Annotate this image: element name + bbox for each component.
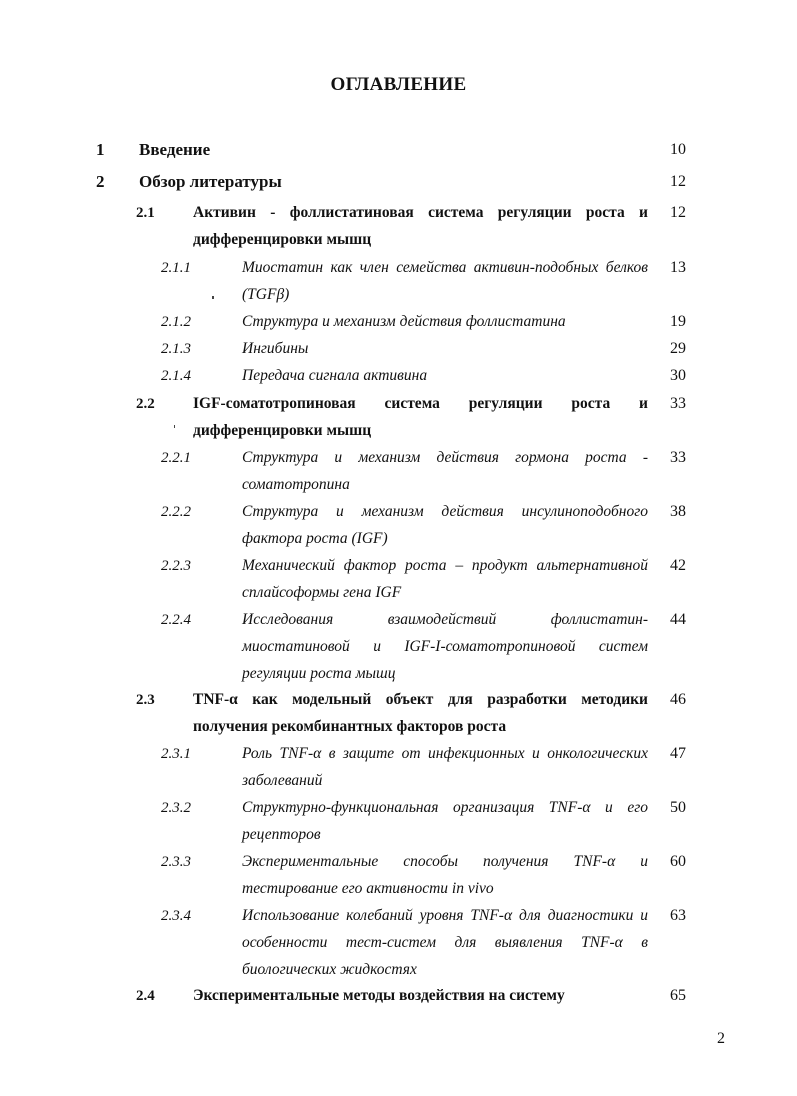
toc-entry-page: 63	[670, 907, 686, 924]
toc-entry-number: 2.1.2	[161, 314, 191, 330]
toc-entry-page: 42	[670, 557, 686, 574]
toc-entry-title-line: дифференцировки мышц	[193, 231, 372, 248]
toc-entry-title	[242, 258, 648, 312]
toc-entry-title-line: соматотропина	[242, 476, 350, 493]
toc-entry-title-line: особенности тест-систем для выявления TNF-α в	[242, 934, 648, 951]
toc-entry-title-line: IGF-соматотропиновая система регуляции роста и	[193, 395, 648, 412]
toc-entry-number: 2.3.2	[161, 800, 191, 816]
toc-entry-title	[242, 556, 648, 610]
toc-entry-page: 38	[670, 503, 686, 520]
toc-entry-title-line: Роль TNF-α в защите от инфекционных и онкологических	[242, 745, 648, 762]
toc-entry-title	[139, 172, 282, 199]
toc-entry-title	[242, 852, 648, 906]
toc-entry-title	[242, 448, 648, 502]
toc-entry-title-line: тестирование его активности in vivo	[242, 880, 494, 897]
toc-entry-title	[242, 312, 648, 339]
toc-entry-page: 47	[670, 745, 686, 762]
toc-entry-title-line: Структура и механизм действия инсулиноподобного	[242, 503, 648, 520]
toc-entry-title	[193, 690, 648, 744]
toc-entry-number: 2.3.3	[161, 854, 191, 870]
toc-entry-page: 33	[670, 395, 686, 412]
toc-entry-title-line: Миостатин как член семейства активин-подобных белков	[242, 259, 648, 276]
toc-entry-title	[242, 906, 648, 987]
toc-entry-page: 46	[670, 691, 686, 708]
toc-entry-number: 2.4	[136, 988, 155, 1004]
toc-entry-title-line: Структурно-функциональная организация TNF-α и его	[242, 799, 648, 816]
toc-entry-title-line: TNF-α как модельный объект для разработки методики	[193, 691, 648, 708]
toc-entry-title	[242, 366, 648, 393]
toc-entry-page: 50	[670, 799, 686, 816]
toc-entry-title	[242, 339, 648, 366]
toc-entry-title-line: Активин - фоллистатиновая система регуляции роста и	[193, 204, 648, 221]
toc-entry-title-line: Экспериментальные методы воздействия на систему	[193, 987, 565, 1004]
toc-entry-title-line: получения рекомбинантных факторов роста	[193, 718, 507, 735]
toc-entry-title-line: (TGFβ)	[242, 286, 290, 303]
toc-entry-title	[193, 986, 648, 1013]
toc-entry-number: 2.2	[136, 396, 155, 412]
page-number: 2	[717, 1030, 725, 1047]
toc-entry-title	[242, 502, 648, 556]
toc-entry-title-line: Обзор литературы	[139, 172, 282, 191]
toc-entry-title-line: регуляции роста мышц	[242, 665, 396, 682]
scan-speck	[174, 425, 175, 428]
toc-entry-title-line: фактора роста (IGF)	[242, 530, 388, 547]
toc-entry-number: 2.2.3	[161, 558, 191, 574]
toc-entry-title	[193, 394, 648, 448]
toc-entry-page: 30	[670, 367, 686, 384]
toc-entry-title-line: Ингибины	[242, 340, 309, 357]
toc-entry-page: 60	[670, 853, 686, 870]
toc-entry-page: 19	[670, 313, 686, 330]
toc-entry-title-line: Исследования взаимодействий фоллистатин-	[242, 611, 648, 628]
toc-entry-title	[242, 798, 648, 852]
scan-speck	[212, 296, 214, 299]
toc-entry-title-line: миостатиновой и IGF-I-соматотропиновой систем	[242, 638, 648, 655]
toc-entry-page: 65	[670, 987, 686, 1004]
toc-entry-page: 29	[670, 340, 686, 357]
toc-entry-title-line: Использование колебаний уровня TNF-α для диагностики и	[242, 907, 648, 924]
toc-entry-page: 12	[670, 204, 686, 221]
toc-entry-title-line: Экспериментальные способы получения TNF-α и	[242, 853, 648, 870]
toc-entry-title-line: биологических жидкостях	[242, 961, 417, 978]
toc-entry-title	[193, 203, 648, 257]
toc-entry-title	[242, 610, 648, 691]
toc-entry-number: 2	[96, 172, 105, 191]
toc-entry-title-line: Механический фактор роста – продукт альтернативной	[242, 557, 648, 574]
toc-entry-number: 2.1.4	[161, 368, 191, 384]
toc-entry-title-line: Введение	[139, 140, 211, 159]
toc-entry-title-line: Передача сигнала активина	[242, 367, 428, 384]
toc-entry-page: 10	[670, 141, 686, 158]
toc-entry-title-line: дифференцировки мышц	[193, 422, 372, 439]
toc-entry-number: 2.1.3	[161, 341, 191, 357]
toc-entry-page: 33	[670, 449, 686, 466]
toc-entry-number: 1	[96, 140, 105, 159]
toc-entry-page: 44	[670, 611, 686, 628]
toc-entry-number: 2.2.1	[161, 450, 191, 466]
toc-entry-page: 12	[670, 173, 686, 190]
toc-entry-title	[242, 744, 648, 798]
toc-entry-title-line: заболеваний	[242, 772, 323, 789]
toc-entry-number: 2.3.4	[161, 908, 191, 924]
toc-entry-title-line: сплайсоформы гена IGF	[242, 584, 402, 601]
toc-entry-number: 2.3.1	[161, 746, 191, 762]
toc-entry-title	[139, 140, 210, 167]
toc-entry-number: 2.2.4	[161, 612, 191, 628]
toc-entry-number: 2.1	[136, 205, 155, 221]
toc-entry-number: 2.1.1	[161, 260, 191, 276]
toc-entry-title-line: Структура и механизм действия фоллистатина	[242, 313, 566, 330]
toc-entry-number: 2.3	[136, 692, 155, 708]
toc-entry-number: 2.2.2	[161, 504, 191, 520]
toc-entry-title-line: Структура и механизм действия гормона роста -	[242, 449, 648, 466]
page-title: ОГЛАВЛЕНИЕ	[330, 74, 467, 95]
toc-entry-title-line: рецепторов	[242, 826, 321, 843]
toc-entry-page: 13	[670, 259, 686, 276]
